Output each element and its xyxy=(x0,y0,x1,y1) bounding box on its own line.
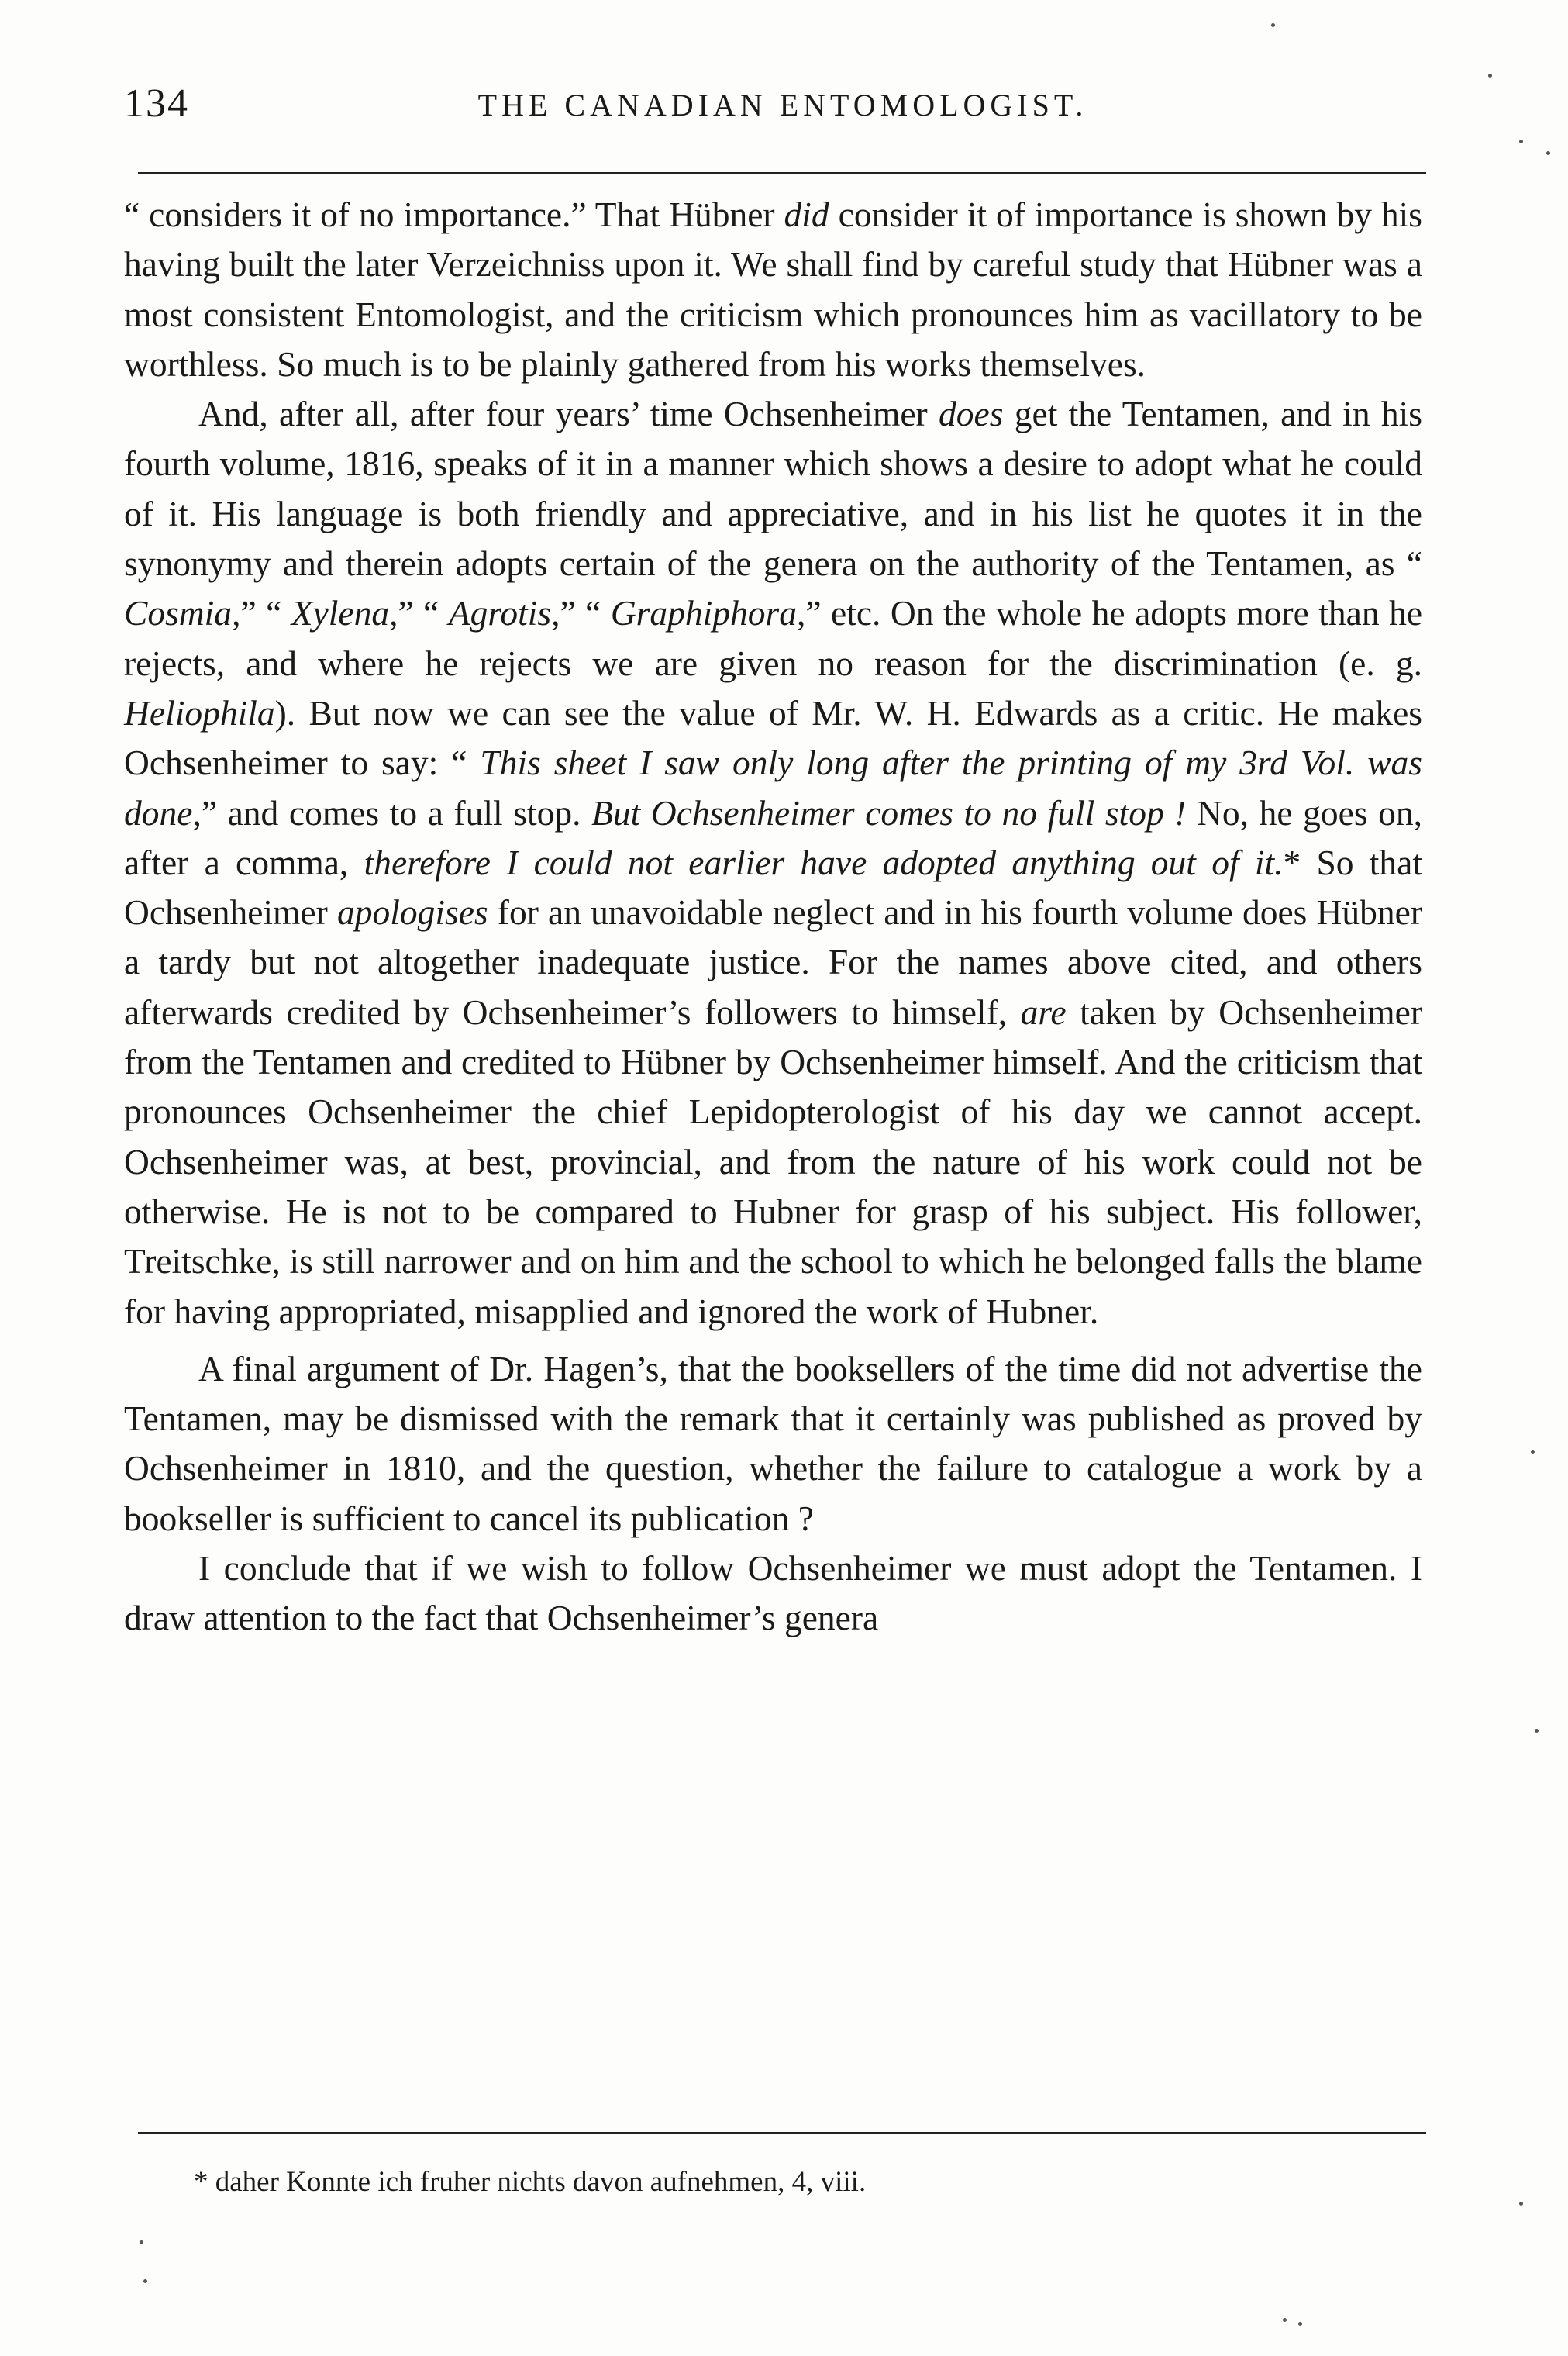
paragraph-1: “ considers it of no importance.” That Hübner did consider it of importance is shown by his having built the later Verzeichniss upon it. We shall find by careful study that Hübner was a most consistent Entomologist, and the criticism which pronounces him as vacillatory to be worthless. So much is to be plainly gathered from his works themselves. xyxy=(124,195,1422,384)
scan-speck xyxy=(1488,74,1492,78)
running-head: THE CANADIAN ENTOMOLOGIST. xyxy=(477,88,1088,122)
footnote: * daher Konnte ich fruher nichts davon aufnehmen, 4, viii. xyxy=(194,2166,867,2198)
scan-speck xyxy=(1546,151,1550,155)
scan-speck xyxy=(1519,140,1523,143)
scan-speck xyxy=(1271,23,1275,27)
paragraph-3: A final argument of Dr. Hagen’s, that the booksellers of the time did not advertise the Tentamen, may be dismissed with the remark that it certainly was published as proved by Ochsenheimer in 1810, and the question, whether the failure to catalogue a work by a bookseller is sufficient to cancel its publication ? xyxy=(124,1348,1422,1538)
scan-speck xyxy=(140,2240,143,2244)
page-header xyxy=(124,81,1442,135)
body-text xyxy=(124,190,1422,1644)
header-rule xyxy=(138,172,1426,174)
footnote-rule xyxy=(138,2132,1426,2134)
scan-speck xyxy=(143,2279,147,2283)
scan-speck xyxy=(1531,1450,1535,1454)
scan-speck xyxy=(1519,2202,1523,2206)
paragraph-4: I conclude that if we wish to follow Ochsenheimer we must adopt the Tentamen. I draw attention to the fact that Ochsenheimer’s genera xyxy=(124,1548,1422,1638)
scan-speck xyxy=(1535,1729,1539,1733)
paragraph-2: And, after all, after four years’ time Ochsenheimer does get the Tentamen, and in his fourth volume, 1816, speaks of it in a manner which shows a desire to adopt what he could of it. His language is both friendly and appreciative, and in his list he quotes it in the synonymy and therein adopts certain of the genera on the authority of the Tentamen, as “ Cosmia,” “ Xylena,” “ Agrotis,” “ Graphiphora,” etc. On the whole he adopts more than he rejects, and where he rejects we are given no reason for the discrimination (e. g. Heliophila). But now we can see the value of Mr. W. H. Edwards as a critic. He makes Ochsenheimer to say: “ This sheet I saw only long after the printing of my 3rd Vol. was done,” and comes to a full stop. But Ochsenheimer comes to no full stop ! No, he goes on, after a comma, therefore I could not earlier have adopted anything out of it.* So that Ochsenheimer apologises for an unavoidable neglect and in his fourth volume does Hübner a tardy but not altogether inadequate justice. For the names above cited, and others afterwards credited by Ochsenheimer’s followers to himself, are taken by Ochsenheimer from the Tentamen and credited to Hübner by Ochsenheimer himself. And the criticism that pronounces Ochsenheimer the chief Lepidopterologist of his day we cannot accept. Ochsenheimer was, at best, provincial, and from the nature of his work could not be otherwise. He is not to be compared to Hubner for grasp of his subject. His follower, Treitschke, is still narrower and on him and the school to which he belonged falls the blame for having appropriated, misapplied and ignored the work of Hubner. xyxy=(124,394,1423,1331)
scan-speck xyxy=(1298,2322,1302,2326)
page-number: 134 xyxy=(124,81,189,126)
scan-speck xyxy=(1283,2318,1287,2322)
